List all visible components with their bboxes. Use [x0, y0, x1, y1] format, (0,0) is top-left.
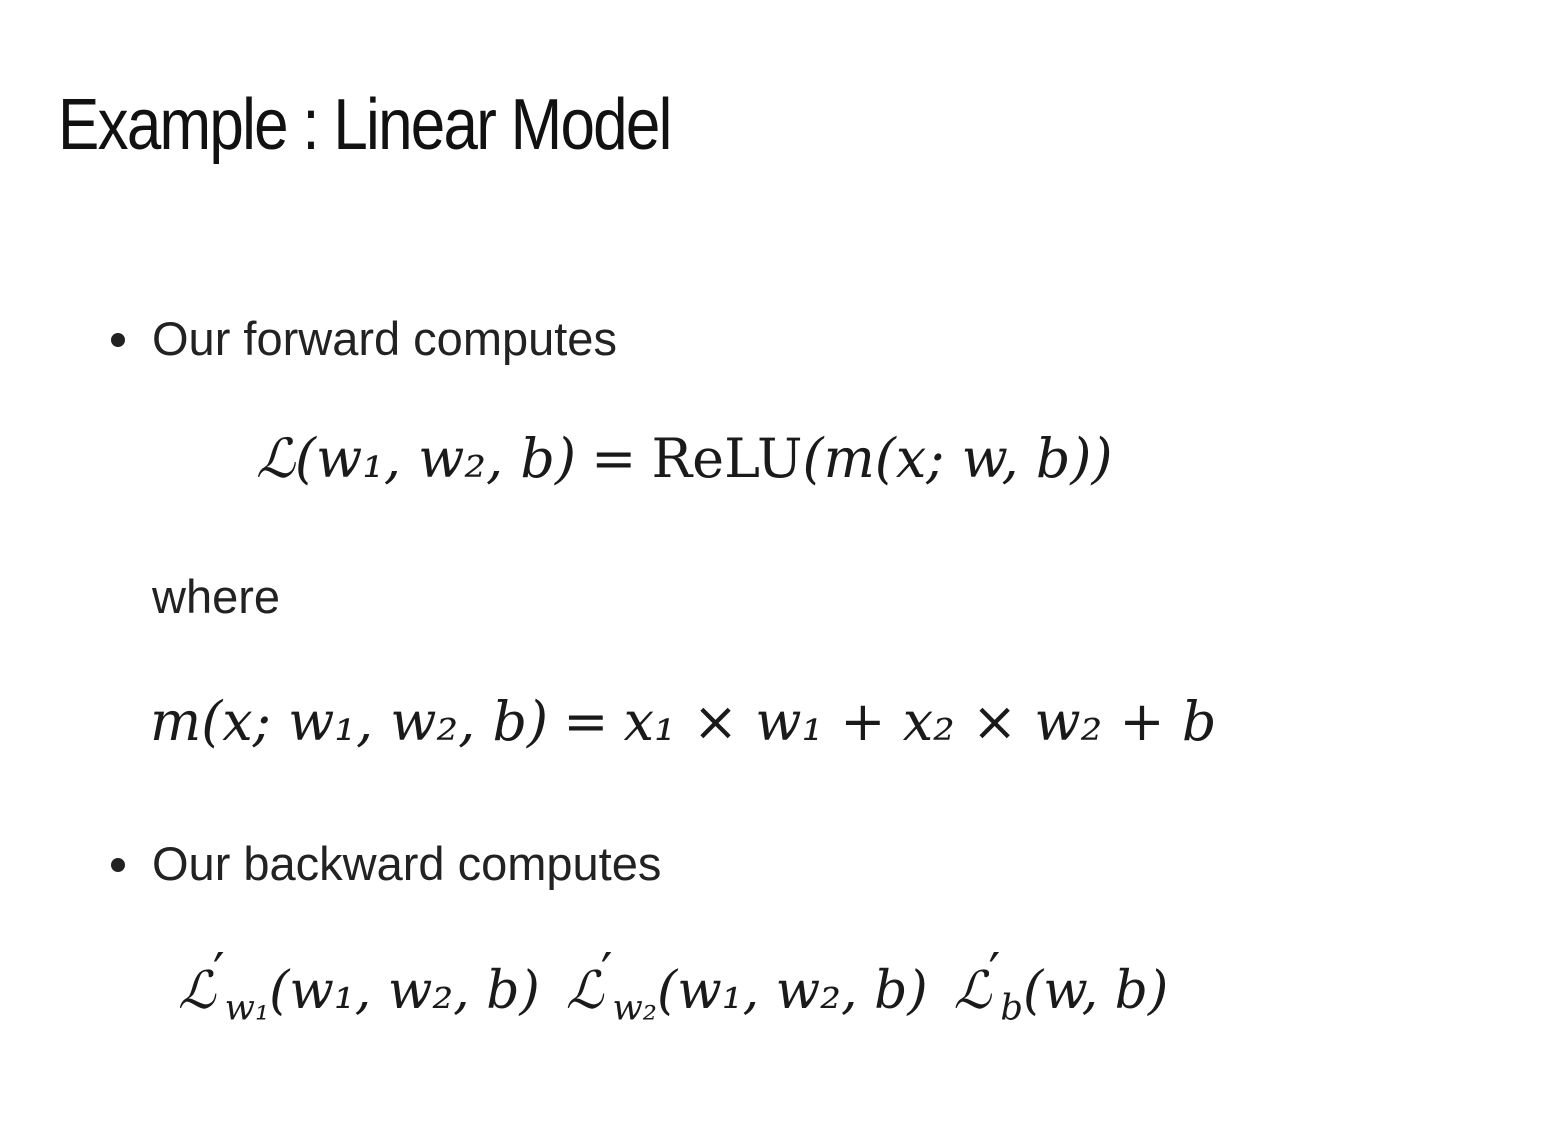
bullet-backward-text: Our backward computes [152, 837, 662, 890]
derivative-w2 [565, 942, 928, 1029]
loss-args: (w₁, w₂, b) [294, 427, 577, 490]
derivative-b [953, 942, 1169, 1029]
derivative-w2-args: (w₁, w₂, b) [656, 961, 928, 1021]
model-lhs: m(x; w₁, w₂, b) [150, 690, 549, 753]
relu-argument: (m(x; w, b)) [802, 427, 1113, 490]
model-equation [150, 690, 1217, 753]
derivative-w1-subscript: w₁ [224, 987, 270, 1029]
derivative-w2-symbol: ℒ [565, 961, 604, 1021]
derivative-b-subscript: b [1000, 987, 1023, 1029]
loss-symbol: ℒ [256, 427, 295, 490]
forward-equation [256, 427, 1113, 490]
connector-where: where [152, 570, 281, 623]
derivatives-row [178, 942, 1169, 1029]
derivative-w1 [178, 942, 540, 1029]
derivative-b-prime: ′ [988, 942, 1001, 1003]
bullet-forward-text: Our forward computes [152, 312, 617, 365]
derivative-b-symbol: ℒ [953, 961, 992, 1021]
derivative-w2-prime: ′ [600, 942, 613, 1003]
slide-title: Example : Linear Model [58, 85, 671, 165]
model-equals-sign: = [563, 690, 609, 753]
derivative-w1-prime: ′ [212, 942, 225, 1003]
derivative-w1-symbol: ℒ [178, 961, 216, 1021]
bullet-marker-2 [111, 858, 125, 872]
derivative-w1-args: (w₁, w₂, b) [269, 961, 540, 1021]
relu-function: ReLU [651, 427, 803, 490]
derivative-b-args: (w, b) [1022, 961, 1169, 1021]
equals-sign: = [591, 427, 637, 490]
derivative-w2-subscript: w₂ [612, 987, 657, 1029]
model-rhs: x₁ × w₁ + x₂ × w₂ + b [623, 690, 1217, 753]
bullet-marker-1 [111, 333, 125, 347]
